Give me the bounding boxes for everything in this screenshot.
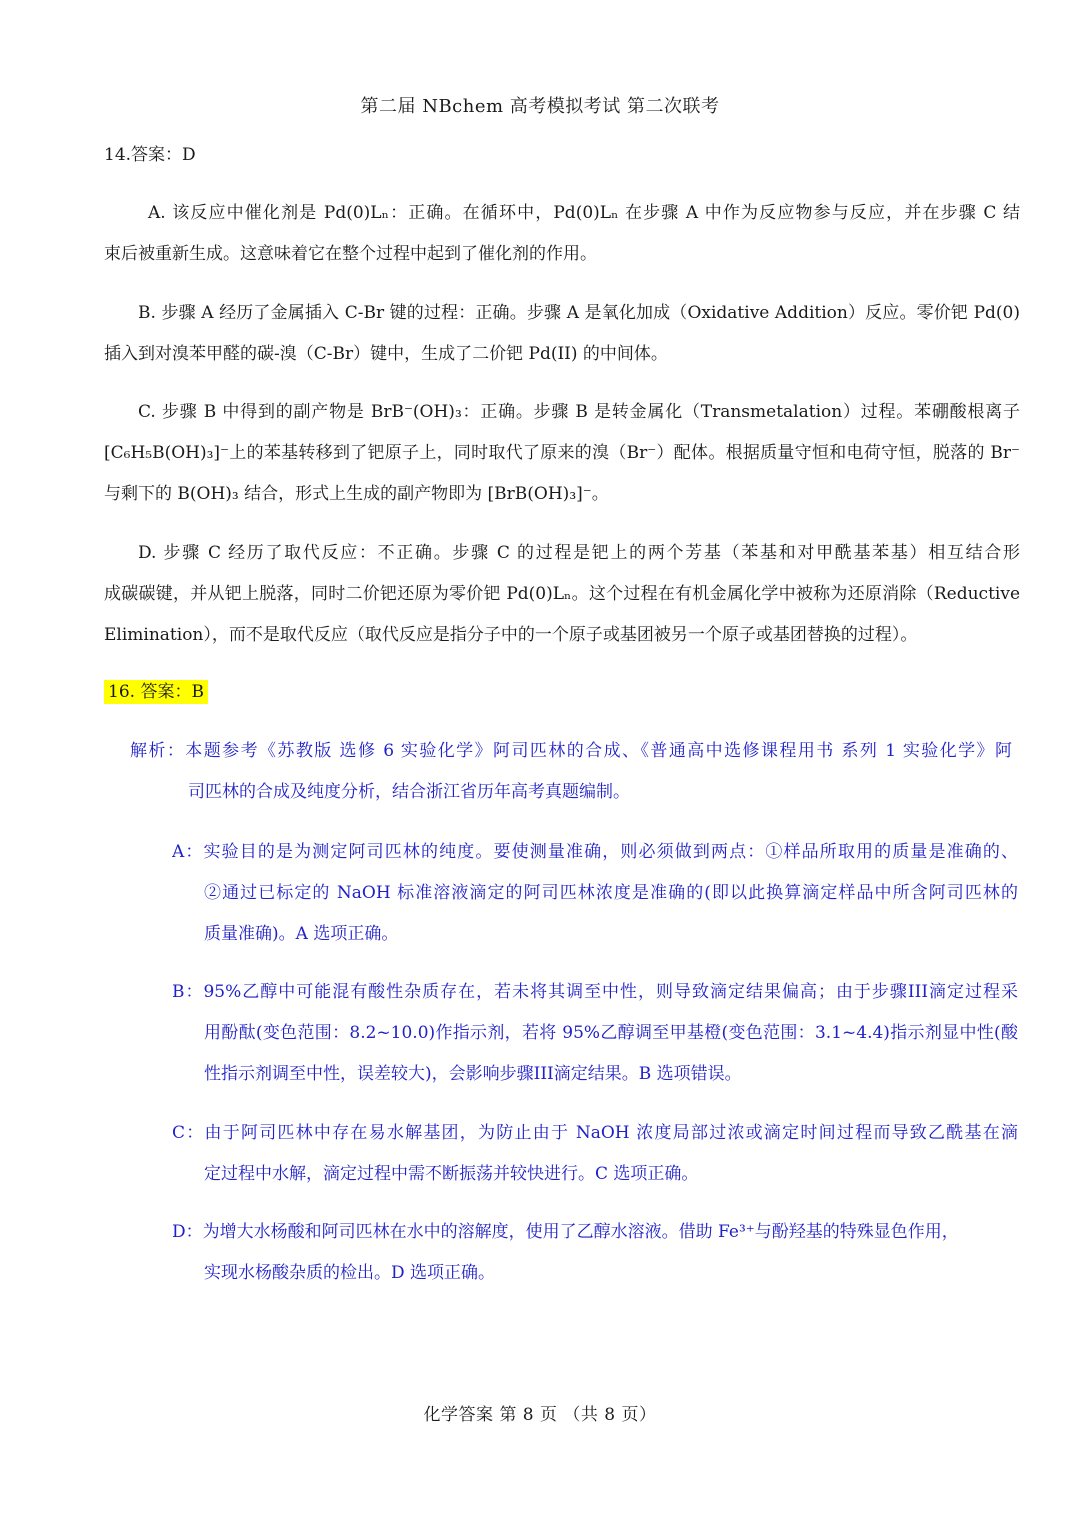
q16-analysis xyxy=(130,731,1012,813)
text-line: [C₆H₅B(OH)₃]⁻上的苯基转移到了钯原子上，同时取代了原来的溴（Br⁻）配体。根据质量守恒和电荷守恒，脱落的 Br⁻ xyxy=(104,443,1020,463)
text-line: 成碳碳键，并从钯上脱落，同时二价钯还原为零价钯 Pd(0)Lₙ。这个过程在有机金属化学中被称为还原消除（Reductive xyxy=(104,584,1020,604)
q14-option-a xyxy=(104,193,1020,275)
text-line: 用酚酞(变色范围：8.2~10.0)作指示剂，若将 95%乙醇调至甲基橙(变色范围：3.1~4.4)指示剂显中性(酸 xyxy=(204,1023,1018,1043)
text-line: A：实验目的是为测定阿司匹林的纯度。要使测量准确，则必须做到两点：①样品所取用的质量是准确的、 xyxy=(172,842,1018,862)
text-line: 与剩下的 B(OH)₃ 结合，形式上生成的副产物即为 [BrB(OH)₃]⁻。 xyxy=(104,484,609,504)
text-line: 束后被重新生成。这意味着它在整个过程中起到了催化剂的作用。 xyxy=(104,244,597,264)
exam-header: 第二届 NBchem 高考模拟考试 第二次联考 xyxy=(360,96,720,117)
q14-option-c xyxy=(104,392,1020,515)
q16-answer xyxy=(104,672,208,713)
text-line: 实现水杨酸杂质的检出。D 选项正确。 xyxy=(204,1263,496,1283)
text-line: D. 步骤 C 经历了取代反应：不正确。步骤 C 的过程是钯上的两个芳基（苯基和对甲酰基苯基）相互结合形 xyxy=(138,543,1020,563)
text-line: C. 步骤 B 中得到的副产物是 BrB⁻(OH)₃：正确。步骤 B 是转金属化（Transmetalation）过程。苯硼酸根离子 xyxy=(138,402,1020,422)
text-line: C：由于阿司匹林中存在易水解基团，为防止由于 NaOH 浓度局部过浓或滴定时间过程而导致乙酰基在滴 xyxy=(172,1123,1018,1143)
text-line: 定过程中水解，滴定过程中需不断振荡并较快进行。C 选项正确。 xyxy=(204,1164,699,1184)
q14-answer xyxy=(104,135,196,176)
q14-answer-text: 14.答案：D xyxy=(104,145,196,165)
text-line: 解析：本题参考《苏教版 选修 6 实验化学》阿司匹林的合成、《普通高中选修课程用书 系列 1 实验化学》阿 xyxy=(130,741,1012,761)
text-line: 质量准确)。A 选项正确。 xyxy=(204,924,399,944)
q16-option-b xyxy=(172,972,1018,1095)
q16-option-c xyxy=(172,1113,1018,1195)
text-line: 插入到对溴苯甲醛的碳-溴（C-Br）键中，生成了二价钯 Pd(II) 的中间体。 xyxy=(104,344,668,364)
text-line: A. 该反应中催化剂是 Pd(0)Lₙ：正确。在循环中，Pd(0)Lₙ 在步骤 A 中作为反应物参与反应，并在步骤 C 结 xyxy=(148,203,1020,223)
text-line: Elimination），而不是取代反应（取代反应是指分子中的一个原子或基团被另一个原子或基团替换的过程）。 xyxy=(104,625,918,645)
text-line: D：为增大水杨酸和阿司匹林在水中的溶解度，使用了乙醇水溶液。借助 Fe³⁺与酚羟基的特殊显色作用， xyxy=(172,1222,959,1242)
q16-option-a xyxy=(172,832,1018,955)
q16-option-d xyxy=(172,1212,1018,1294)
text-line: 性指示剂调至中性，误差较大)，会影响步骤III滴定结果。B 选项错误。 xyxy=(204,1064,742,1084)
text-line: B. 步骤 A 经历了金属插入 C-Br 键的过程：正确。步骤 A 是氧化加成（Oxidative Addition）反应。零价钯 Pd(0) xyxy=(138,303,1020,323)
text-line: ②通过已标定的 NaOH 标准溶液滴定的阿司匹林浓度是准确的(即以此换算滴定样品中所含阿司匹林的 xyxy=(204,883,1018,903)
q16-answer-highlight: 16. 答案：B xyxy=(104,680,208,704)
page-footer: 化学答案 第 8 页 （共 8 页） xyxy=(423,1405,657,1425)
text-line: 司匹林的合成及纯度分析，结合浙江省历年高考真题编制。 xyxy=(188,782,630,802)
text-line: B：95%乙醇中可能混有酸性杂质存在，若未将其调至中性，则导致滴定结果偏高；由于步骤III滴定过程采 xyxy=(172,982,1018,1002)
q14-option-b xyxy=(104,293,1020,375)
q14-option-d xyxy=(104,533,1020,656)
